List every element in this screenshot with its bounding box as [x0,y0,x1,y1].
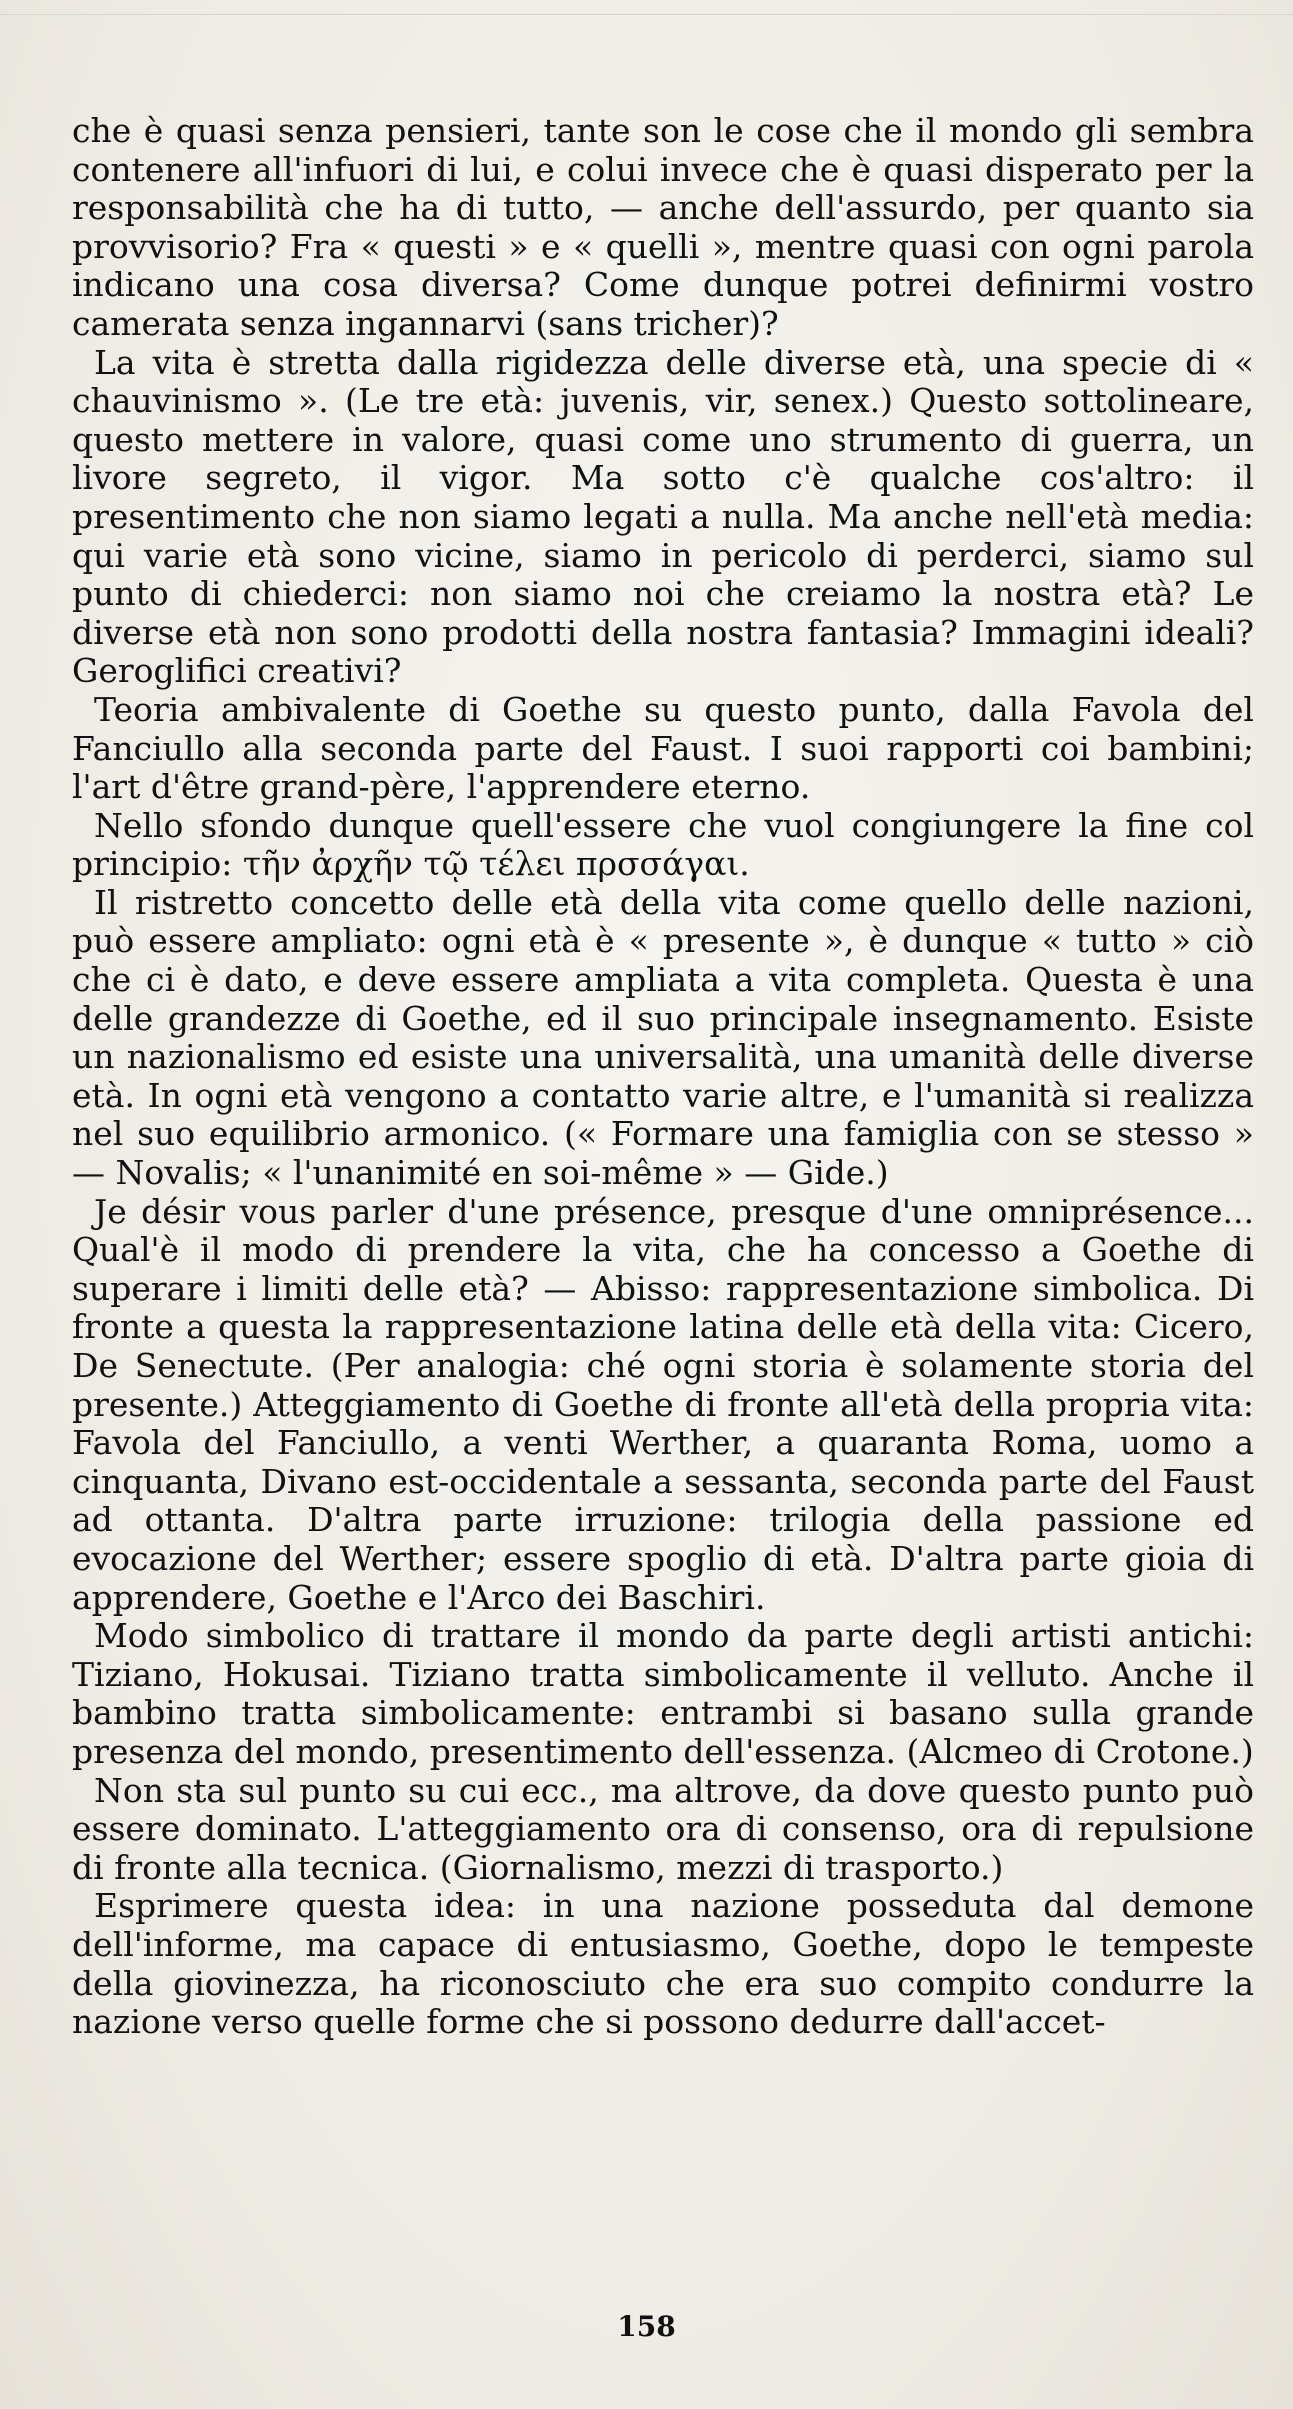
page-top-edge [0,14,1293,15]
paragraph: Il ristretto concetto delle età della vita come quello delle nazioni, può essere ampliato: ogni età è « presente », è dunque « tutto » ciò che ci è dato, e deve essere ampliata a vita completa. Questa è una delle grandezze di Goethe, ed il suo principale insegnamento. Esiste un nazionalismo ed esiste una universalità, una umanità delle diverse età. In ogni età vengono a contatto varie altre, e l'umanità si realizza nel suo equilibrio armonico. (« Formare una famiglia con se stesso » — Novalis; « l'unanimité en soi-même » — Gide.) [72,882,1254,1193]
paragraph: Modo simbolico di trattare il mondo da parte degli artisti antichi: Tiziano, Hokusai. Tiziano tratta simbolicamente il velluto. Anche il bambino tratta simbolicamente: entrambi si basano sulla grande presenza del mondo, presentimento dell'essenza. (Alcmeo di Crotone.) [72,1616,1254,1771]
paragraph: Teoria ambivalente di Goethe su questo punto, dalla Favola del Fanciullo alla seconda parte del Faust. I suoi rapporti coi bambini; l'art d'être grand-père, l'apprendere eterno. [72,689,1254,807]
paragraph: La vita è stretta dalla rigidezza delle diverse età, una specie di « chauvinismo ». (Le tre età: juvenis, vir, senex.) Questo sottolineare, questo mettere in valore, quasi come uno strumento di guerra, un livore segreto, il vigor. Ma sotto c'è qualche cos'altro: il presentimento che non siamo legati a nulla. Ma anche nell'età media: qui varie età sono vicine, siamo in pericolo di perderci, siamo sul punto di chiederci: non siamo noi che creiamo la nostra età? Le diverse età non sono prodotti della nostra fantasia? Immagini ideali? Geroglifici creativi? [72,342,1254,691]
body-text [72,112,1254,2042]
paragraph: Je désir vous parler d'une présence, presque d'une omniprésence... Qual'è il modo di prendere la vita, che ha concesso a Goethe di superare i limiti delle età? — Abisso: rappresentazione simbolica. Di fronte a questa la rappresentazione latina delle età della vita: Cicero, De Senectute. (Per analogia: ché ogni storia è solamente storia del presente.) Atteggiamento di Goethe di fronte all'età della propria vita: Favola del Fanciullo, a venti Werther, a quaranta Roma, uomo a cinquanta, Divano est-occidentale a sessanta, seconda parte del Faust ad ottanta. D'altra parte irruzione: trilogia della passione ed evocazione del Werther; essere spoglio di età. D'altra parte gioia di apprendere, Goethe e l'Arco dei Baschiri. [72,1191,1254,1617]
paragraph: che è quasi senza pensieri, tante son le cose che il mondo gli sembra contenere all'infuori di lui, e colui invece che è quasi disperato per la responsabilità che ha di tutto, — anche dell'assurdo, per quanto sia provvisorio? Fra « questi » e « quelli », mentre quasi con ogni parola indicano una cosa diversa? Come dunque potrei definirmi vostro camerata senza ingannarvi (sans tricher)? [72,111,1254,343]
page-number: 158 [617,2310,676,2343]
paragraph: Non sta sul punto su cui ecc., ma altrove, da dove questo punto può essere dominato. L'atteggiamento ora di consenso, ora di repulsione di fronte alla tecnica. (Giornalismo, mezzi di trasporto.) [72,1770,1254,1887]
paragraph: Esprimere questa idea: in una nazione posseduta dal demone dell'informe, ma capace di entusiasmo, Goethe, dopo le tempeste della giovinezza, ha riconosciuto che era suo compito condurre la nazione verso quelle forme che si possono dedurre dall'accet- [72,1886,1254,2042]
paragraph: Nello sfondo dunque quell'essere che vuol congiungere la fine col principio: τῆν ἀρχῆν τῷ τέλει πρσσάγαι. [72,805,1254,884]
